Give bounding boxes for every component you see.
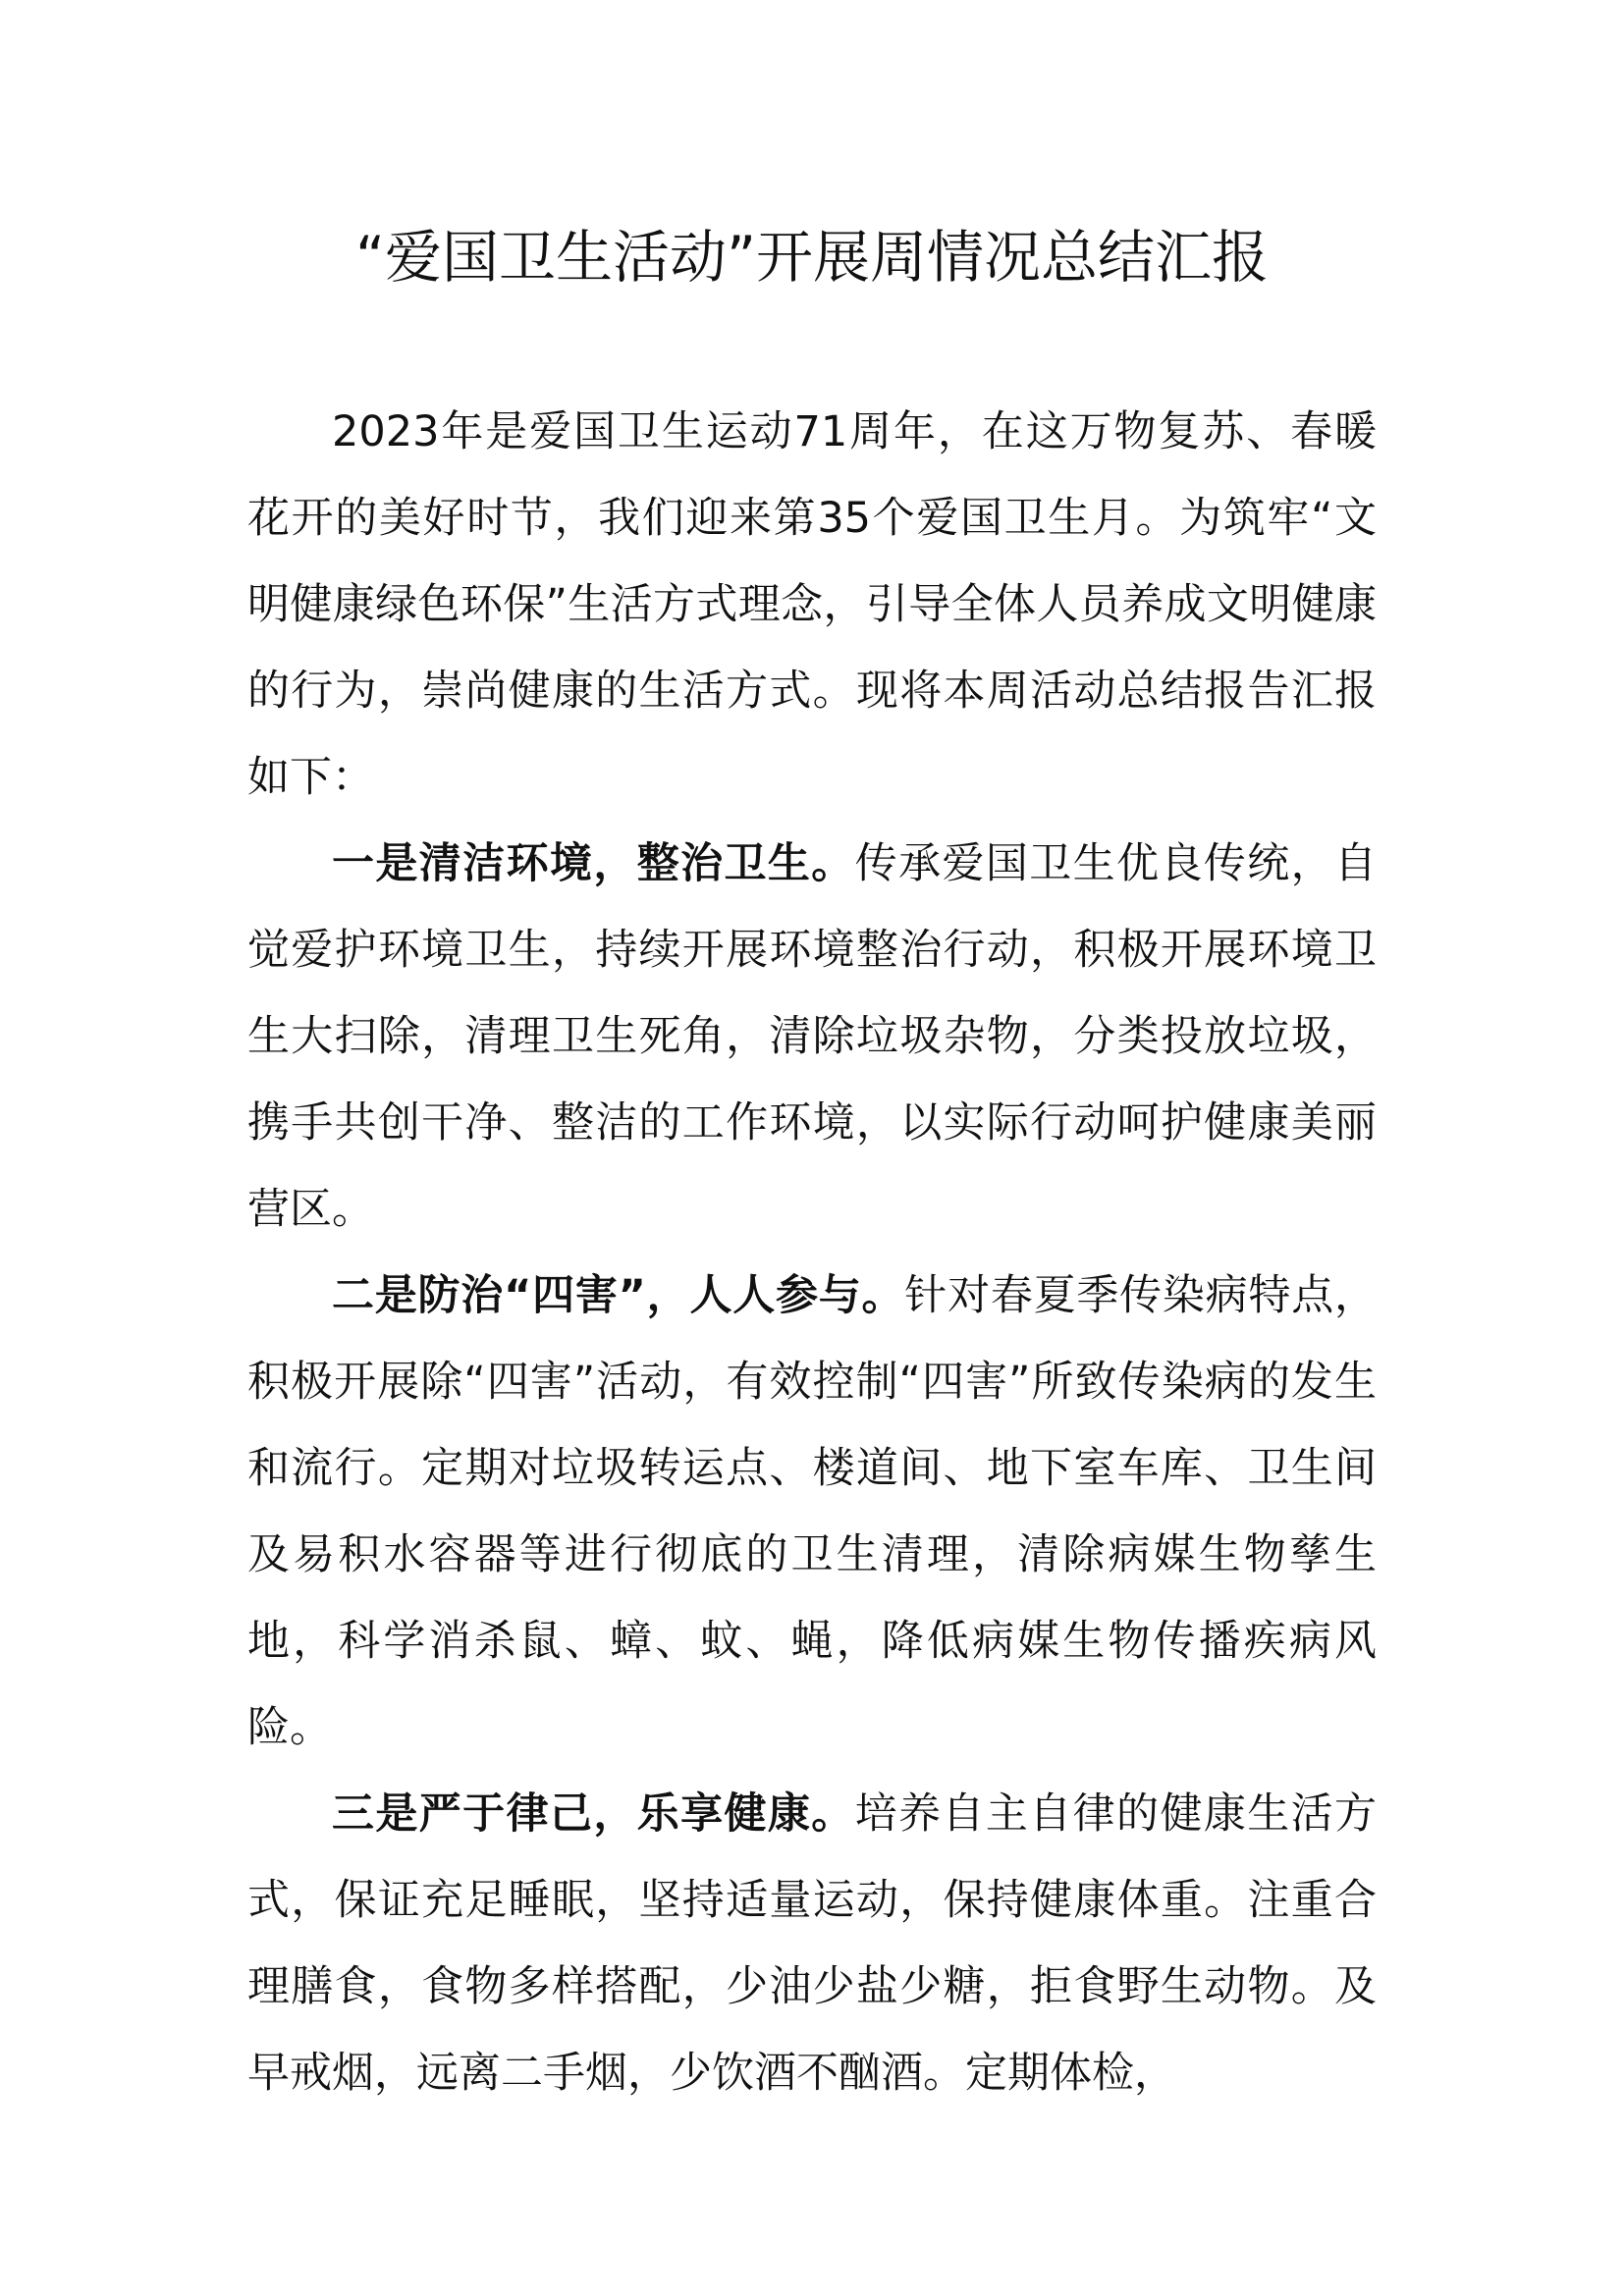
section-paragraph-2 — [247, 1253, 1377, 1771]
document-body — [247, 389, 1377, 2116]
section-heading-3: 三是严于律己，乐享健康。 — [332, 1789, 855, 1839]
section-body-2: 针对春夏季传染病特点，积极开展除“四害”活动，有效控制“四害”所致传染病的发生和流行。定期对垃圾转运点、楼道间、地下室车库、卫生间及易积水容器等进行彻底的卫生清理，清除病媒生物孳生地，科学消杀鼠、蟑、蚊、蝇，降低病媒生物传播疾病风险。 — [247, 1271, 1377, 1752]
section-body-3: 培养自主自律的健康生活方式，保证充足睡眠，坚持适量运动，保持健康体重。注重合理膳食，食物多样搭配，少油少盐少糖，拒食野生动物。及早戒烟，远离二手烟，少饮酒不酗酒。定期体检， — [247, 1789, 1378, 2098]
section-heading-2: 二是防治“四害”，人人参与。 — [332, 1271, 905, 1320]
section-heading-1: 一是清洁环境，整治卫生。 — [332, 839, 855, 888]
document-title: “爱国卫生活动”开展周情况总结汇报 — [354, 224, 1270, 291]
section-body-1: 传承爱国卫生优良传统，自觉爱护环境卫生，持续开展环境整治行动，积极开展环境卫生大扫除，清理卫生死角，清除垃圾杂物，分类投放垃圾，携手共创干净、整洁的工作环境，以实际行动呵护健康美丽营区。 — [247, 839, 1378, 1234]
section-paragraph-3 — [247, 1771, 1377, 2116]
intro-paragraph: 2023年是爱国卫生运动71周年，在这万物复苏、春暖花开的美好时节，我们迎来第35个爱国卫生月。为筑牢“文明健康绿色环保”生活方式理念，引导全体人员养成文明健康的行为，崇尚健康的生活方式。现将本周活动总结报告汇报如下： — [247, 407, 1377, 802]
section-paragraph-1 — [247, 821, 1377, 1253]
